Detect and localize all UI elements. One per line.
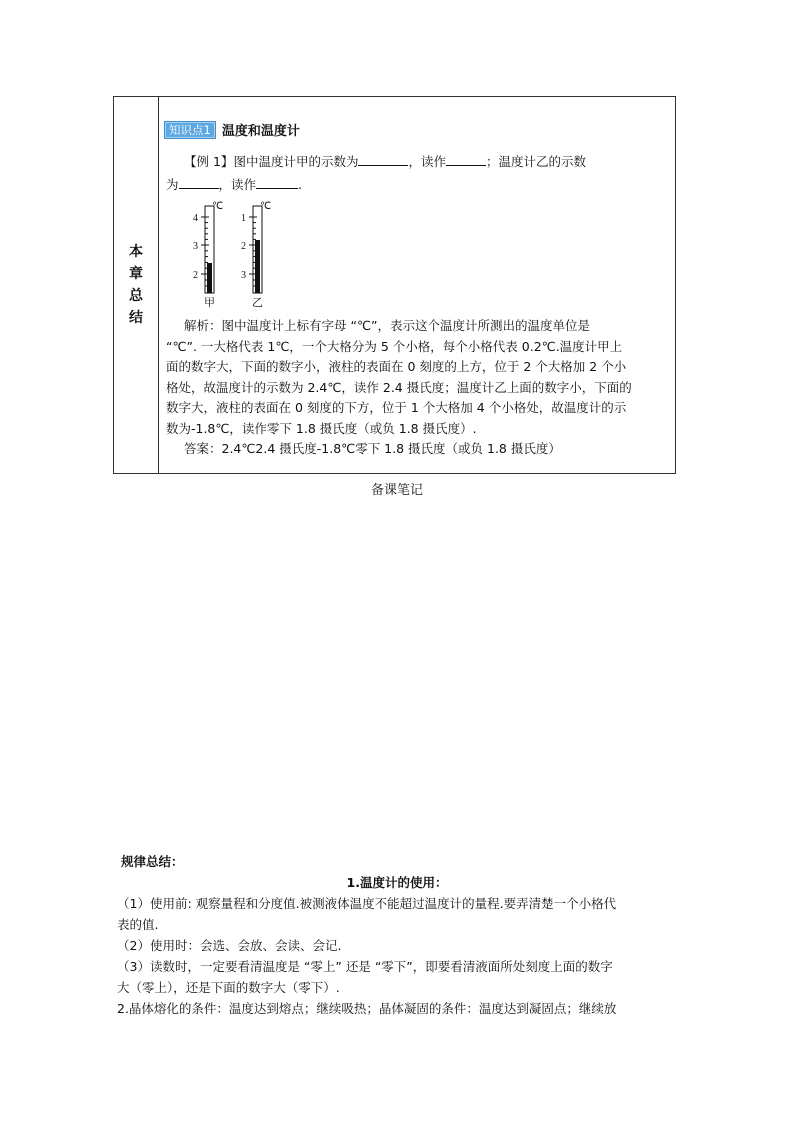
answer-blank: [256, 176, 298, 189]
example-prefix: 【例 1】: [184, 154, 234, 169]
example-text: .: [298, 177, 303, 192]
tick-label: 2: [193, 270, 198, 281]
side-label: [128, 241, 144, 329]
example-line-2: [166, 175, 302, 193]
tick-label: 4: [193, 213, 198, 224]
analysis-line: 面的数字大，下面的数字小，液柱的表面在 0 刻度的上方，位于 2 个大格加 2 个小: [166, 359, 627, 374]
side-char: 章: [129, 266, 143, 282]
unit-label: ℃: [212, 201, 224, 212]
example-line-1: [184, 152, 586, 170]
analysis-text: [166, 316, 671, 460]
thermometer-jia: [188, 198, 228, 313]
caption: 备课笔记: [370, 483, 423, 498]
unit-label: ℃: [260, 201, 272, 212]
side-label-cell: [114, 97, 158, 473]
answer-blank: [446, 153, 486, 166]
tick-label: 3: [193, 241, 198, 252]
answer-blank: [358, 153, 408, 166]
example-text: ，读作: [218, 177, 257, 192]
answer-blank: [179, 176, 219, 189]
liquid-column: [207, 263, 212, 293]
thermometer-yi: [236, 198, 276, 313]
summary-line: （3）读数时，一定要看清温度是 “零上” 还是 “零下”，即要看清液面所处刻度上面的数字: [117, 959, 613, 974]
analysis-line: 解析：图中温度计上标有字母 “℃”，表示这个温度计所测出的温度单位是: [184, 318, 590, 333]
example-text: 为: [166, 177, 179, 192]
summary-title: 规律总结：: [121, 854, 184, 869]
analysis-line: 数为-1.8℃，读作零下 1.8 摄氏度（或负 1.8 摄氏度）.: [166, 420, 477, 436]
knowledge-point-title: 温度和温度计: [221, 124, 300, 139]
thermometer-name: 乙: [252, 296, 263, 309]
tick-label: 3: [241, 270, 246, 281]
analysis-line: 格处，故温度计的示数为 2.4℃，读作 2.4 摄氏度；温度计乙上面的数字小，下面的: [166, 379, 632, 395]
summary-line: 2.晶体熔化的条件：温度达到熔点；继续吸热；晶体凝固的条件：温度达到凝固点；继续放: [117, 1001, 617, 1016]
side-char: 结: [129, 310, 143, 326]
summary-line: 大（零上），还是下面的数字大（零下）.: [117, 980, 340, 995]
knowledge-point-badge: 知识点1: [164, 121, 216, 139]
answer-line: 答案：2.4℃2.4 摄氏度-1.8℃零下 1.8 摄氏度（或负 1.8 摄氏度）: [184, 441, 561, 456]
tick-label: 1: [241, 213, 246, 224]
example-text: ，读作: [408, 154, 446, 169]
example-text: 图中温度计甲的示数为: [233, 154, 359, 169]
summary-line: （2）使用时：会选、会放、会读、会记.: [117, 938, 342, 953]
liquid-column: [255, 240, 260, 293]
summary-line: （1）使用前: 观察量程和分度值.被测液体温度不能超过温度计的量程.要弄清楚一个小格代: [117, 896, 617, 911]
knowledge-point-header: [164, 120, 300, 139]
example-text: ；温度计乙的示数: [485, 154, 586, 169]
side-char: 本: [129, 244, 143, 260]
table-divider: [158, 97, 159, 473]
tick-label: 2: [241, 241, 246, 252]
summary-line: 表的值.: [117, 917, 159, 932]
thermometer-name: 甲: [204, 296, 215, 309]
side-char: 总: [129, 288, 143, 304]
analysis-line: 数字大，液柱的表面在 0 刻度的下方，位于 1 个大格加 4 个小格处，故温度计的示: [166, 400, 627, 415]
analysis-line: “℃”. 一大格代表 1℃，一个大格分为 5 个小格，每个小格代表 0.2℃.温度计甲上: [166, 338, 623, 354]
summary-subtitle: 1.温度计的使用：: [346, 875, 448, 890]
